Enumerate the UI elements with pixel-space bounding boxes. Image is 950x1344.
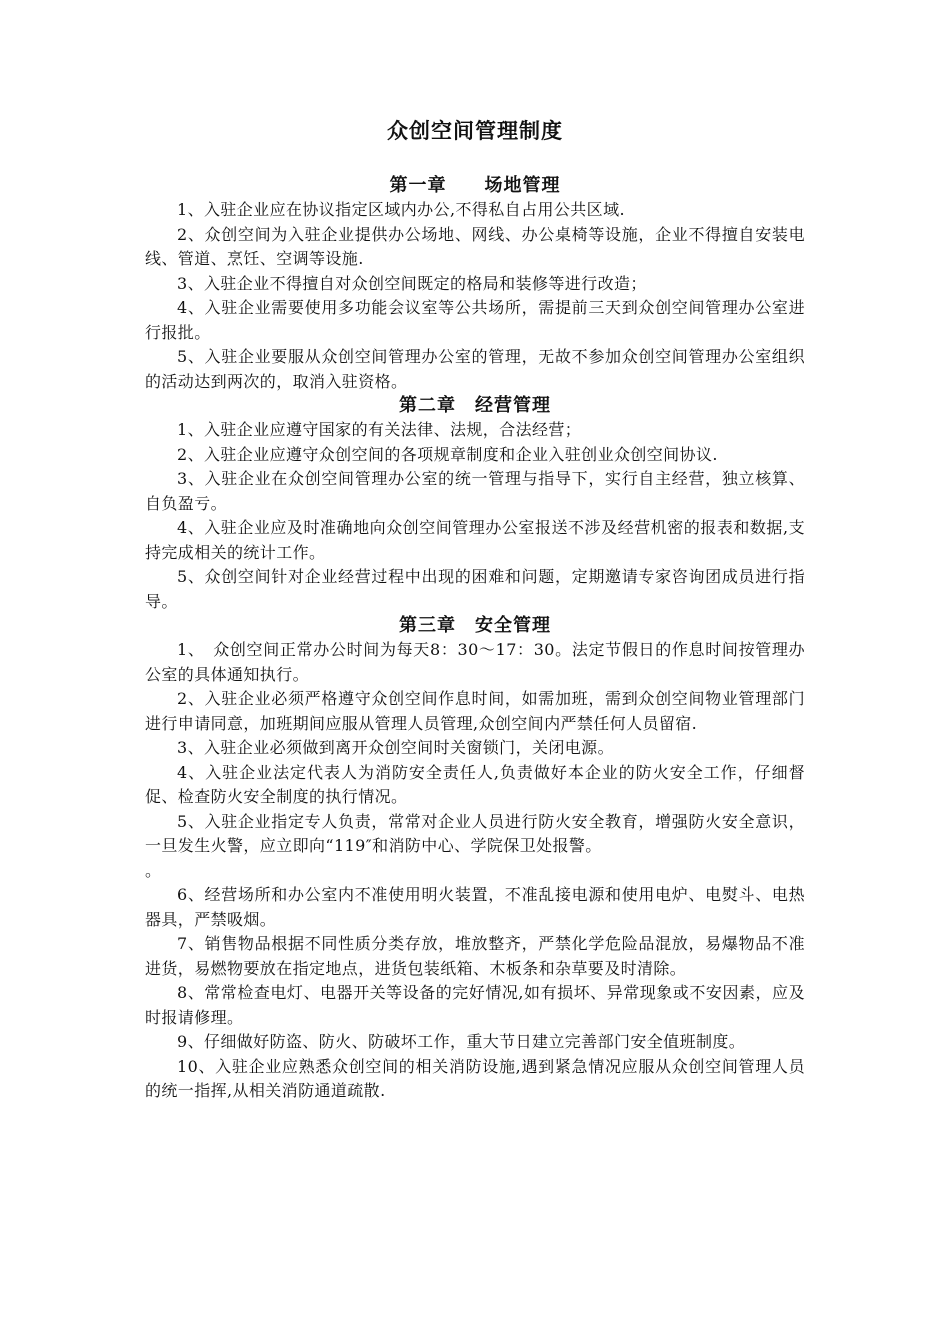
clause: 3、入驻企业不得擅自对众创空间既定的格局和装修等进行改造； — [177, 273, 647, 293]
chapter-1 — [145, 174, 805, 394]
clause: 5、入驻企业要服从众创空间管理办公室的管理，无故不参加众创空间管理办公室组织的活动达到两次的，取消入驻资格。 — [145, 347, 805, 391]
clause: 6、经营场所和办公室内不准使用明火装置，不准乱接电源和使用电炉、电熨斗、电热器具，严禁吸烟。 — [145, 885, 805, 929]
clause: 5、众创空间针对企业经营过程中出现的困难和问题，定期邀请专家咨询团成员进行指导。 — [145, 567, 805, 611]
clause: 4、入驻企业法定代表人为消防安全责任人,负责做好本企业的防火安全工作，仔细督促、检查防火安全制度的执行情况。 — [145, 762, 805, 806]
clause: 1、入驻企业应遵守国家的有关法律、法规，合法经营； — [177, 420, 582, 439]
clause: 3、入驻企业在众创空间管理办公室的统一管理与指导下，实行自主经营，独立核算、自负盈亏。 — [145, 469, 805, 513]
chapter-title: 第二章 经营管理 — [399, 395, 551, 416]
document-page — [145, 116, 805, 1104]
clause: 2、入驻企业必须严格遵守众创空间作息时间，如需加班，需到众创空间物业管理部门进行申请同意，加班期间应服从管理人员管理,众创空间内严禁任何人员留宿. — [145, 689, 805, 733]
document-title: 众创空间管理制度 — [387, 119, 563, 143]
clause: 4、入驻企业需要使用多功能会议室等公共场所，需提前三天到众创空间管理办公室进行报批。 — [145, 298, 805, 342]
chapter-title: 第三章 安全管理 — [399, 615, 551, 636]
clause: 9、仔细做好防盗、防火、防破坏工作，重大节日建立完善部门安全值班制度。 — [177, 1032, 746, 1051]
clause: 2、众创空间为入驻企业提供办公场地、网线、办公桌椅等设施，企业不得擅自安装电线、管道、烹饪、空调等设施. — [145, 224, 805, 268]
clause: 2、入驻企业应遵守众创空间的各项规章制度和企业入驻创业众创空间协议. — [177, 444, 718, 464]
clause: 10、入驻企业应熟悉众创空间的相关消防设施,遇到紧急情况应服从众创空间管理人员的统一指挥,从相关消防通道疏散. — [145, 1056, 805, 1100]
clause: 4、入驻企业应及时准确地向众创空间管理办公室报送不涉及经营机密的报表和数据,支持完成相关的统计工作。 — [145, 518, 805, 562]
clause: 3、入驻企业必须做到离开众创空间时关窗锁门，关闭电源。 — [177, 738, 614, 757]
clause: 5、入驻企业指定专人负责，常常对企业人员进行防火安全教育，增强防火安全意识，一旦发生火警，应立即向“119″和消防中心、学院保卫处报警。 — [145, 811, 805, 855]
clause: 1、入驻企业应在协议指定区域内办公,不得私自占用公共区域. — [177, 200, 625, 219]
chapter-title: 第一章 场地管理 — [389, 175, 561, 196]
clause: 7、销售物品根据不同性质分类存放，堆放整齐，严禁化学危险品混放，易爆物品不准进货，易燃物要放在指定地点，进货包装纸箱、木板条和杂草要及时清除。 — [145, 934, 805, 978]
stray-punctuation: 。 — [145, 860, 162, 880]
chapter-3 — [145, 614, 805, 1104]
clause: 1、 众创空间正常办公时间为每天8：30～17：30。法定节假日的作息时间按管理办公室的具体通知执行。 — [145, 640, 805, 684]
chapter-2 — [145, 394, 805, 614]
clause: 8、常常检查电灯、电器开关等设备的完好情况,如有损坏、异常现象或不安因素，应及时报请修理。 — [145, 983, 805, 1027]
